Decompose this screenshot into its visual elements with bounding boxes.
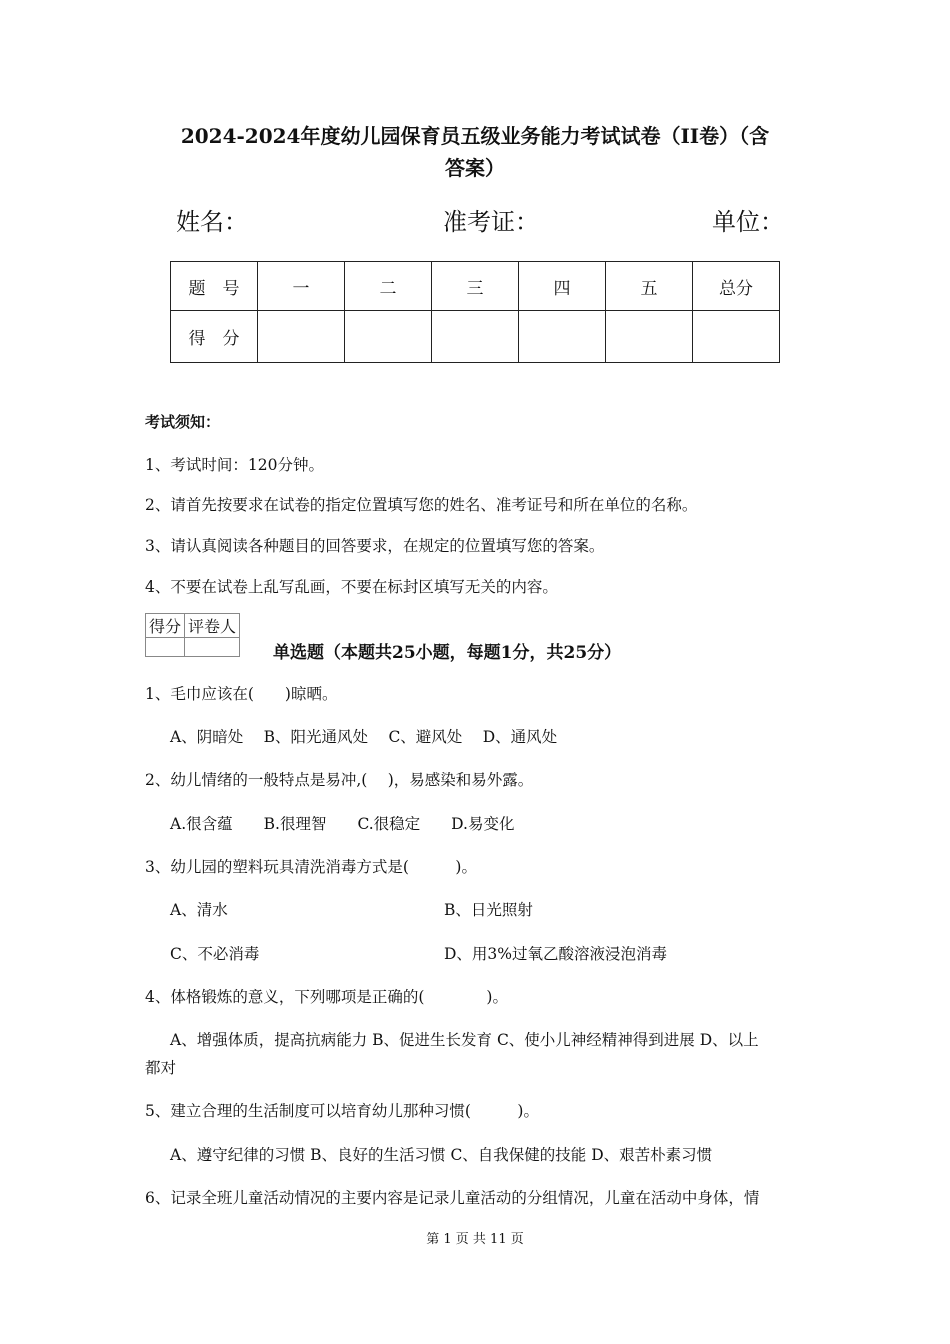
title-line-2: 答案）	[445, 156, 505, 180]
section-2-header: 二	[345, 262, 432, 311]
grader-reviewer-cell	[185, 638, 240, 657]
section-5-header: 五	[606, 262, 693, 311]
question-6: 6、记录全班儿童活动情况的主要内容是记录儿童活动的分组情况，儿童在活动中身体，情	[145, 1189, 760, 1207]
section-4-header: 四	[519, 262, 606, 311]
question-3: 3、幼儿园的塑料玩具清洗消毒方式是( )。	[145, 858, 477, 876]
score-cell-4	[519, 311, 606, 363]
notice-item-3: 3、请认真阅读各种题目的回答要求，在规定的位置填写您的答案。	[145, 537, 605, 555]
score-cell-total	[693, 311, 780, 363]
notice-item-4: 4、不要在试卷上乱写乱画，不要在标封区填写无关的内容。	[145, 578, 558, 596]
unit-label: 单位：	[712, 208, 784, 236]
question-5: 5、建立合理的生活制度可以培育幼儿那种习惯( )。	[145, 1102, 539, 1120]
question-3-option-b: B、日光照射	[444, 901, 533, 919]
score-cell-5	[606, 311, 693, 363]
score-cell-2	[345, 311, 432, 363]
exam-title	[120, 120, 830, 184]
section-3-header: 三	[432, 262, 519, 311]
section-title: 单选题（本题共25小题，每题1分，共25分）	[273, 643, 622, 663]
page-footer: 第 1 页 共 11 页	[426, 1232, 524, 1247]
notice-item-2: 2、请首先按要求在试卷的指定位置填写您的姓名、准考证号和所在单位的名称。	[145, 496, 698, 514]
title-line-1: 2024-2024年度幼儿园保育员五级业务能力考试试卷（II卷）（含	[180, 124, 770, 148]
question-3-option-c: C、不必消毒	[170, 945, 260, 963]
notice-title: 考试须知：	[145, 413, 221, 431]
question-5-options: A、遵守纪律的习惯 B、良好的生活习惯 C、自我保健的技能 D、艰苦朴素习惯	[170, 1146, 713, 1164]
question-3-option-d: D、用3%过氧乙酸溶液浸泡消毒	[444, 945, 668, 963]
exam-id-label: 准考证：	[443, 208, 539, 236]
question-2-options: A.很含蕴 B.很理智 C.很稳定 D.易变化	[170, 815, 515, 833]
grader-box	[145, 613, 240, 657]
question-1-options: A、阴暗处 B、阳光通风处 C、避风处 D、通风处	[170, 728, 558, 746]
question-3-option-a: A、清水	[170, 901, 228, 919]
grader-score-cell	[146, 638, 185, 657]
name-label: 姓名：	[176, 208, 248, 236]
score-cell-3	[432, 311, 519, 363]
question-number-header: 题 号	[171, 262, 258, 311]
section-1-header: 一	[258, 262, 345, 311]
total-header: 总分	[693, 262, 780, 311]
score-table-header-row	[171, 262, 780, 311]
score-table	[170, 261, 780, 363]
question-2: 2、幼儿情绪的一般特点是易冲,( )，易感染和易外露。	[145, 771, 534, 789]
notice-item-1: 1、考试时间：120分钟。	[145, 456, 324, 474]
score-cell-1	[258, 311, 345, 363]
question-4-options-line-2: 都对	[145, 1059, 177, 1077]
grader-score-label: 得分	[146, 614, 185, 638]
question-1: 1、毛巾应该在( )晾晒。	[145, 685, 338, 703]
score-table-score-row	[171, 311, 780, 363]
question-4-options-line-1: A、增强体质，提高抗病能力 B、促进生长发育 C、使小儿神经精神得到进展 D、以上	[170, 1031, 759, 1049]
question-4: 4、体格锻炼的意义，下列哪项是正确的( )。	[145, 988, 508, 1006]
score-row-label: 得 分	[171, 311, 258, 363]
grader-reviewer-label: 评卷人	[185, 614, 240, 638]
